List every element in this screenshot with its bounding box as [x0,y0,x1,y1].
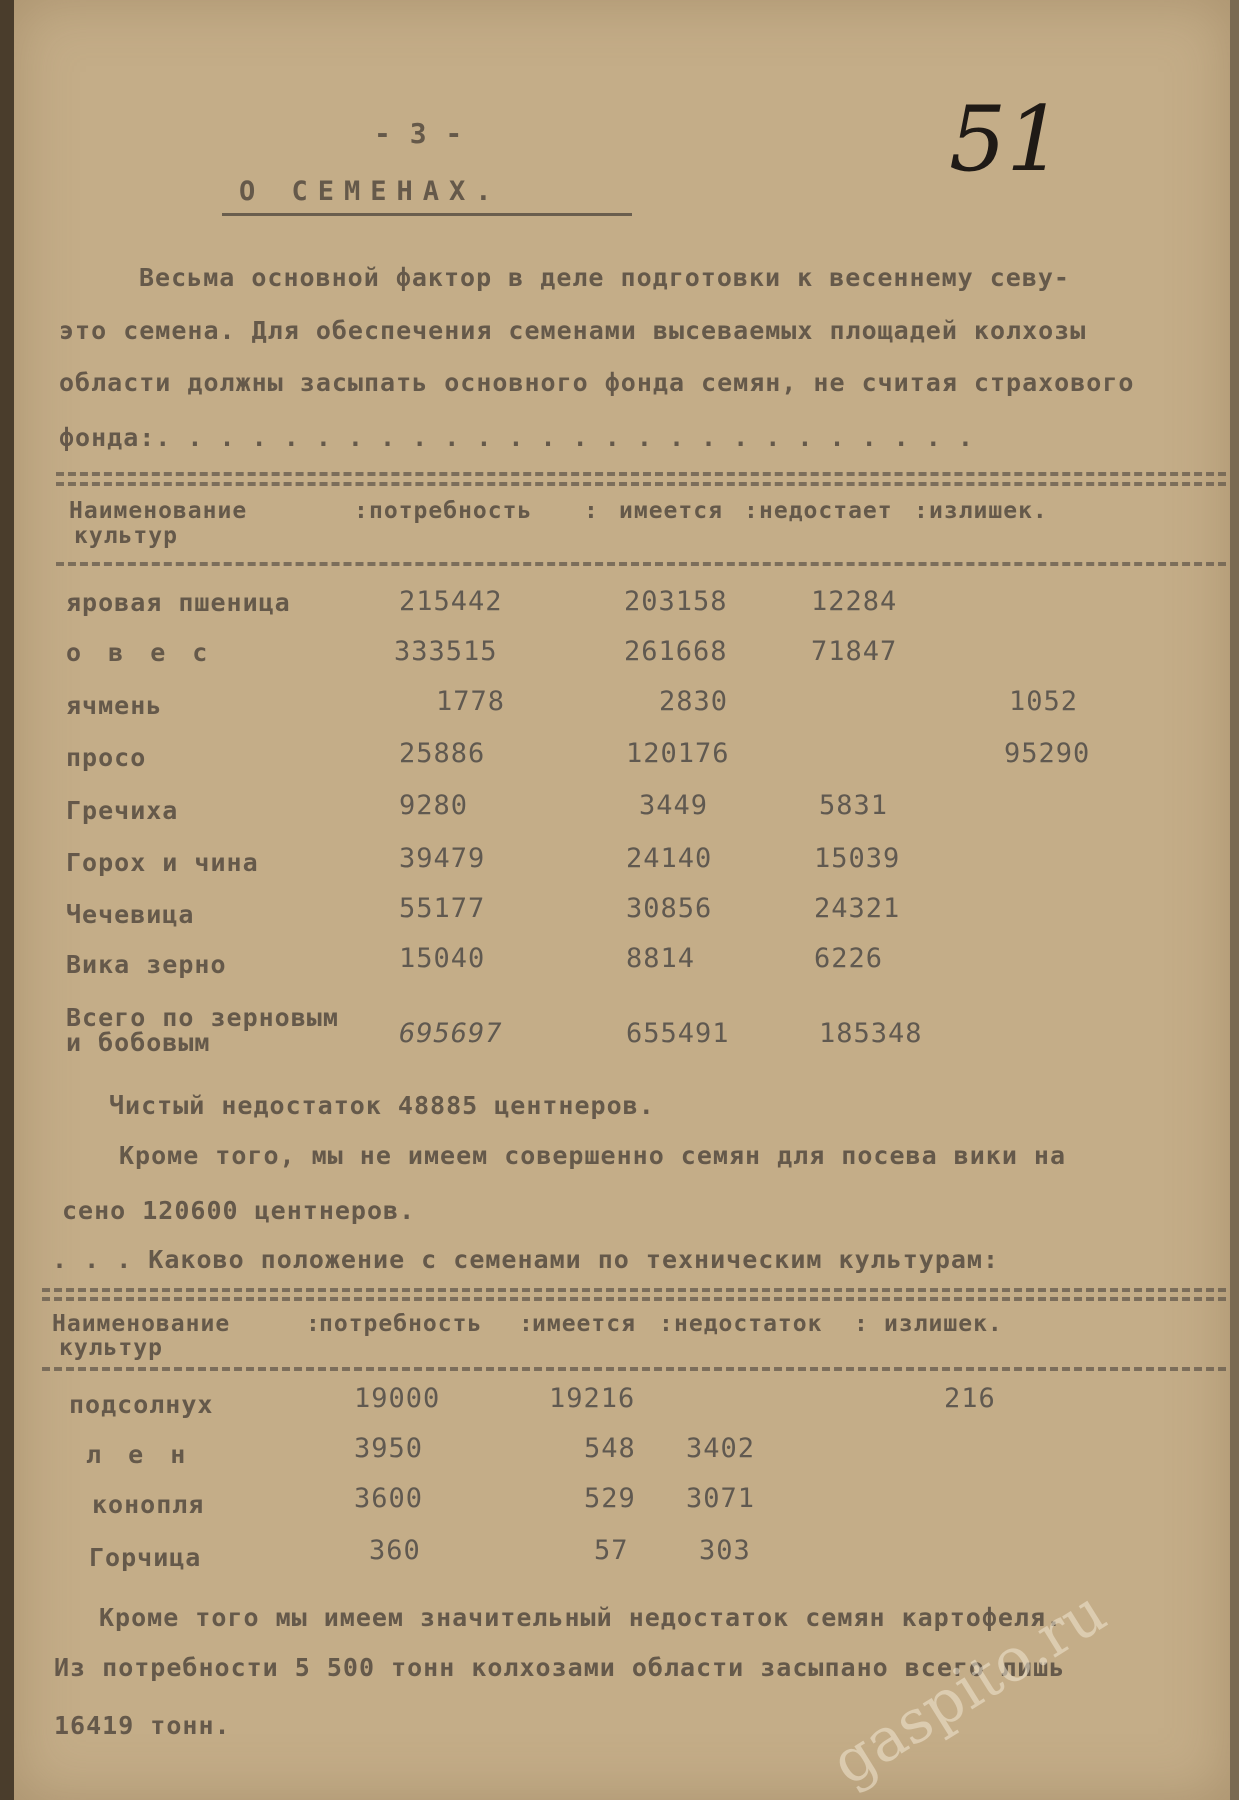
row-have: 19216 [549,1383,636,1414]
row-have: 529 [584,1483,636,1514]
intro-line-3: области должны засыпать основного фонда семян, не считая страхового [59,368,1135,397]
intro-line-4: фонда:. . . . . . . . . . . . . . . . . . . . . . . . . . [59,423,974,452]
row-need: 360 [369,1535,421,1566]
document-page [14,0,1230,1800]
row-need: 333515 [394,636,498,667]
besides-line-2: сено 120600 центнеров. [62,1196,416,1225]
row-short: 5831 [819,790,889,821]
row-have: 24140 [626,843,713,874]
table2-sep: : [854,1311,869,1337]
table2-top-rule [42,1288,1226,1292]
row-need: 215442 [399,586,503,617]
table1-header-short: недостает [759,498,893,524]
title-underline [222,213,632,216]
table1-top-rule [56,472,1226,476]
row-need: 695697 [399,1018,503,1049]
row-name: конопля [92,1490,205,1519]
row-short: 3071 [686,1483,756,1514]
row-have: 120176 [626,738,730,769]
intro-line-2: это семена. Для обеспечения семенами высеваемых площадей колхозы [59,316,1087,345]
row-name: Горчица [89,1543,202,1572]
intro-line-1: Весьма основной фактор в деле подготовки к весеннему севу- [139,263,1070,292]
watermark: gaspito.ru [819,1576,1118,1800]
besides-line-1: Кроме того, мы не имеем совершенно семян для посева вики на [119,1141,1067,1170]
row-name: Гречиха [66,796,179,825]
row-need: 25886 [399,738,486,769]
row-surplus: 95290 [1004,738,1091,769]
table2-top-rule-2 [42,1297,1226,1301]
row-name: ячмень [66,691,163,720]
table2-header-short: недостаток [674,1311,823,1337]
table2-header-surplus: излишек. [884,1311,1003,1337]
table1-sep: : [354,498,369,524]
technical-crops-intro: . . . Каково положение с семенами по техническим культурам: [52,1245,1000,1274]
row-need: 9280 [399,790,469,821]
row-name: о в е с [66,638,214,667]
row-name: л е н [86,1440,192,1469]
row-surplus: 216 [944,1383,996,1414]
row-have: 57 [594,1535,629,1566]
net-shortage-line: Чистый недостаток 48885 центнеров. [109,1091,655,1120]
row-have: 30856 [626,893,713,924]
table1-header-have: имеется [619,498,723,524]
row-have: 3449 [639,790,709,821]
row-name: подсолнух [69,1390,214,1419]
closing-line-1: Кроме того мы имеем значительный недостаток семян картофеля. [99,1603,1063,1632]
row-short: 185348 [819,1018,923,1049]
row-short: 71847 [811,636,898,667]
row-short: 12284 [811,586,898,617]
table2-header-have: имеется [532,1311,636,1337]
row-name: яровая пшеница [66,588,291,617]
row-short: 6226 [814,943,884,974]
table2-sep: : [519,1311,534,1337]
row-name: Горох и чина [66,848,259,877]
row-need: 39479 [399,843,486,874]
row-have: 548 [584,1433,636,1464]
row-have: 8814 [626,943,696,974]
row-have: 655491 [626,1018,730,1049]
table1-sep: : [744,498,759,524]
row-surplus: 1052 [1009,686,1079,717]
row-need: 3600 [354,1483,424,1514]
table1-header-rule [56,562,1226,566]
section-title: О СЕМЕНАХ. [239,176,502,207]
row-need: 55177 [399,893,486,924]
row-have: 261668 [624,636,728,667]
row-short: 15039 [814,843,901,874]
table2-header-name: Наименование [52,1311,231,1337]
row-need: 19000 [354,1383,441,1414]
row-have: 2830 [659,686,729,717]
table2-sep: : [306,1311,321,1337]
table2-header-name-2: культур [59,1335,163,1361]
row-need: 1778 [436,686,506,717]
closing-line-3: 16419 тонн. [54,1711,231,1740]
row-name: Всего по зерновым и бобовым [66,1003,339,1057]
table2-header-need: потребность [319,1311,483,1337]
row-need: 3950 [354,1433,424,1464]
table2-sep: : [659,1311,674,1337]
archive-sheet-number: 51 [949,87,1064,192]
table1-header-name-2: культур [74,523,178,549]
row-name: Вика зерно [66,950,227,979]
row-short: 303 [699,1535,751,1566]
table2-header-rule [42,1367,1226,1371]
table1-sep: : [584,498,599,524]
table1-header-name: Наименование [69,498,248,524]
table1-header-surplus: излишек. [929,498,1048,524]
row-name: Чечевица [66,900,195,929]
binding-spine [0,0,14,1800]
row-name: просо [66,743,147,772]
table1-header-need: потребность [369,498,533,524]
closing-line-2: Из потребности 5 500 тонн колхозами области засыпано всего лишь [54,1653,1066,1682]
table1-top-rule-2 [56,482,1226,486]
row-short: 3402 [686,1433,756,1464]
row-need: 15040 [399,943,486,974]
page-number: - 3 - [374,117,464,150]
row-have: 203158 [624,586,728,617]
table1-sep: : [914,498,929,524]
row-short: 24321 [814,893,901,924]
